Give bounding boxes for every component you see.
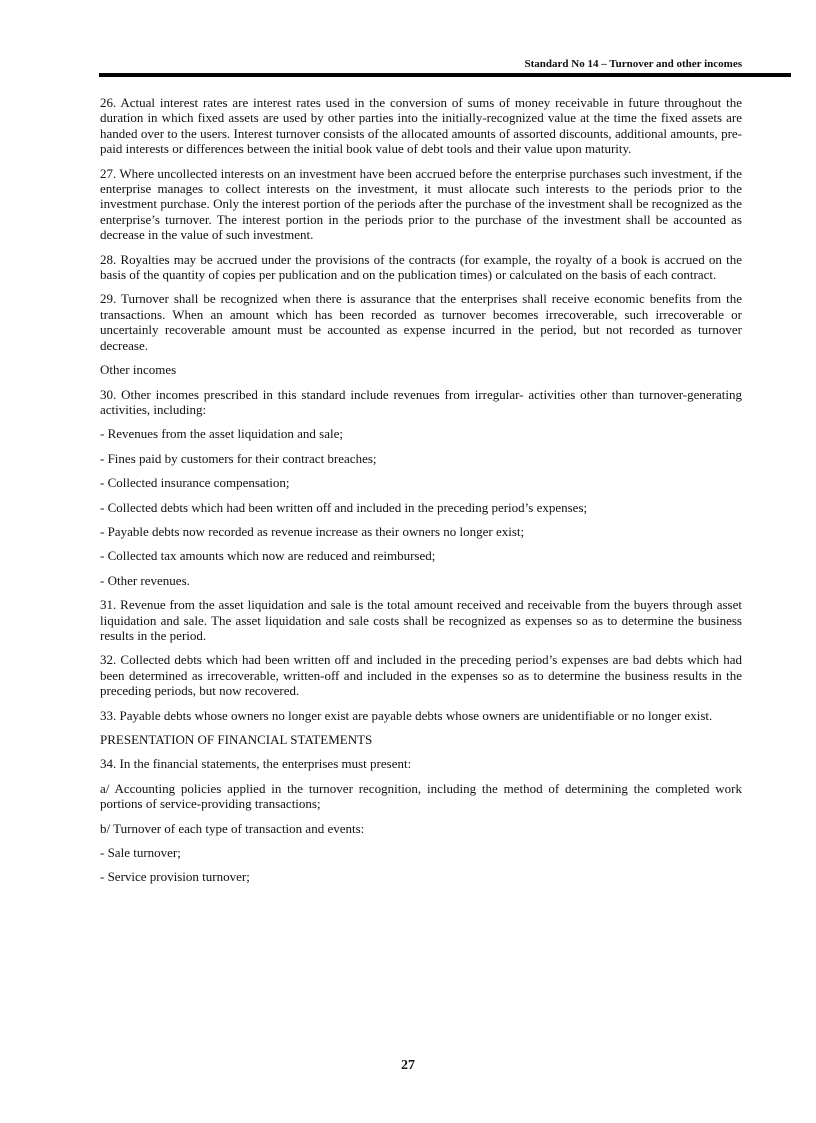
paragraph-27: 27. Where uncollected interests on an investment have been accrued before the enterprise purchases such investment, if the enterprise manages to collect interests on the investment, it must allocate such interests to the periods prior to the investment purchase. Only the interest portion of the periods after the purchase of the investment shall be recognized as the enterprise’s turnover. The interest portion in the periods prior to the purchase of the investment shall be accounted as decrease in the value of such investment.: [100, 165, 742, 243]
section-heading-presentation: PRESENTATION OF FINANCIAL STATEMENTS: [100, 732, 373, 747]
paragraph-28: 28. Royalties may be accrued under the provisions of the contracts (for example, the royalty of a book is accrued on the basis of the quantity of copies per publication and on the publication times) or calculated on the basis of each contract.: [100, 251, 742, 283]
document-body: [100, 95, 742, 894]
header-title: Standard No 14 – Turnover and other incomes: [524, 58, 742, 70]
page-number: 27: [401, 1058, 415, 1073]
list-item: - Payable debts now recorded as revenue increase as their owners no longer exist;: [100, 523, 525, 539]
list-item: - Other revenues.: [100, 572, 190, 588]
list-item: - Revenues from the asset liquidation and sale;: [100, 426, 343, 442]
paragraph-29: 29. Turnover shall be recognized when there is assurance that the enterprises shall receive economic benefits from the transactions. When an amount which has been recorded as turnover becomes irrecoverable, such irrecoverable or uncertainly recoverable amount must be accounted as expense incurred in the period, but not recorded as turnover decrease.: [100, 291, 742, 353]
paragraph-32: 32. Collected debts which had been written off and included in the preceding period’s expenses are bad debts which had been determined as irrecoverable, written-off and included in the expenses so as to determine the business results in the preceding periods, but now recovered.: [100, 652, 742, 699]
paragraph-34b: b/ Turnover of each type of transaction and events:: [100, 820, 365, 836]
list-item: - Collected insurance compensation;: [100, 475, 290, 491]
section-heading-other-incomes: Other incomes: [100, 362, 177, 378]
list-item: - Service provision turnover;: [100, 869, 250, 885]
list-item: - Fines paid by customers for their contract breaches;: [100, 450, 377, 466]
paragraph-26: 26. Actual interest rates are interest rates used in the conversion of sums of money receivable in future throughout the duration in which fixed assets are used by other parties into the initially-recognized value at the time the fixed assets are handed over to the users. Interest turnover consists of the allocated amounts of assorted discounts, additional amounts, pre-paid interests or differences between the initial book value of debt tools and their value upon maturity.: [100, 95, 742, 157]
list-item: - Sale turnover;: [100, 845, 181, 861]
list-item: - Collected tax amounts which now are reduced and reimbursed;: [100, 548, 436, 564]
list-item: - Collected debts which had been written off and included in the preceding period’s expenses;: [100, 499, 588, 515]
paragraph-34a: a/ Accounting policies applied in the turnover recognition, including the method of determining the completed work portions of service-providing transactions;: [100, 780, 742, 812]
paragraph-33: 33. Payable debts whose owners no longer exist are payable debts whose owners are unidentifiable or no longer exist.: [100, 707, 713, 723]
paragraph-34: 34. In the financial statements, the enterprises must present:: [100, 756, 412, 772]
header-rule: [99, 73, 791, 77]
paragraph-30: 30. Other incomes prescribed in this standard include revenues from irregular- activities other than turnover-generating activities, including:: [100, 386, 742, 417]
paragraph-31: 31. Revenue from the asset liquidation and sale is the total amount received and receivable from the buyers through asset liquidation and sale. The asset liquidation and sale costs shall be recognized as expenses so as to determine the business results in the period.: [100, 597, 742, 643]
